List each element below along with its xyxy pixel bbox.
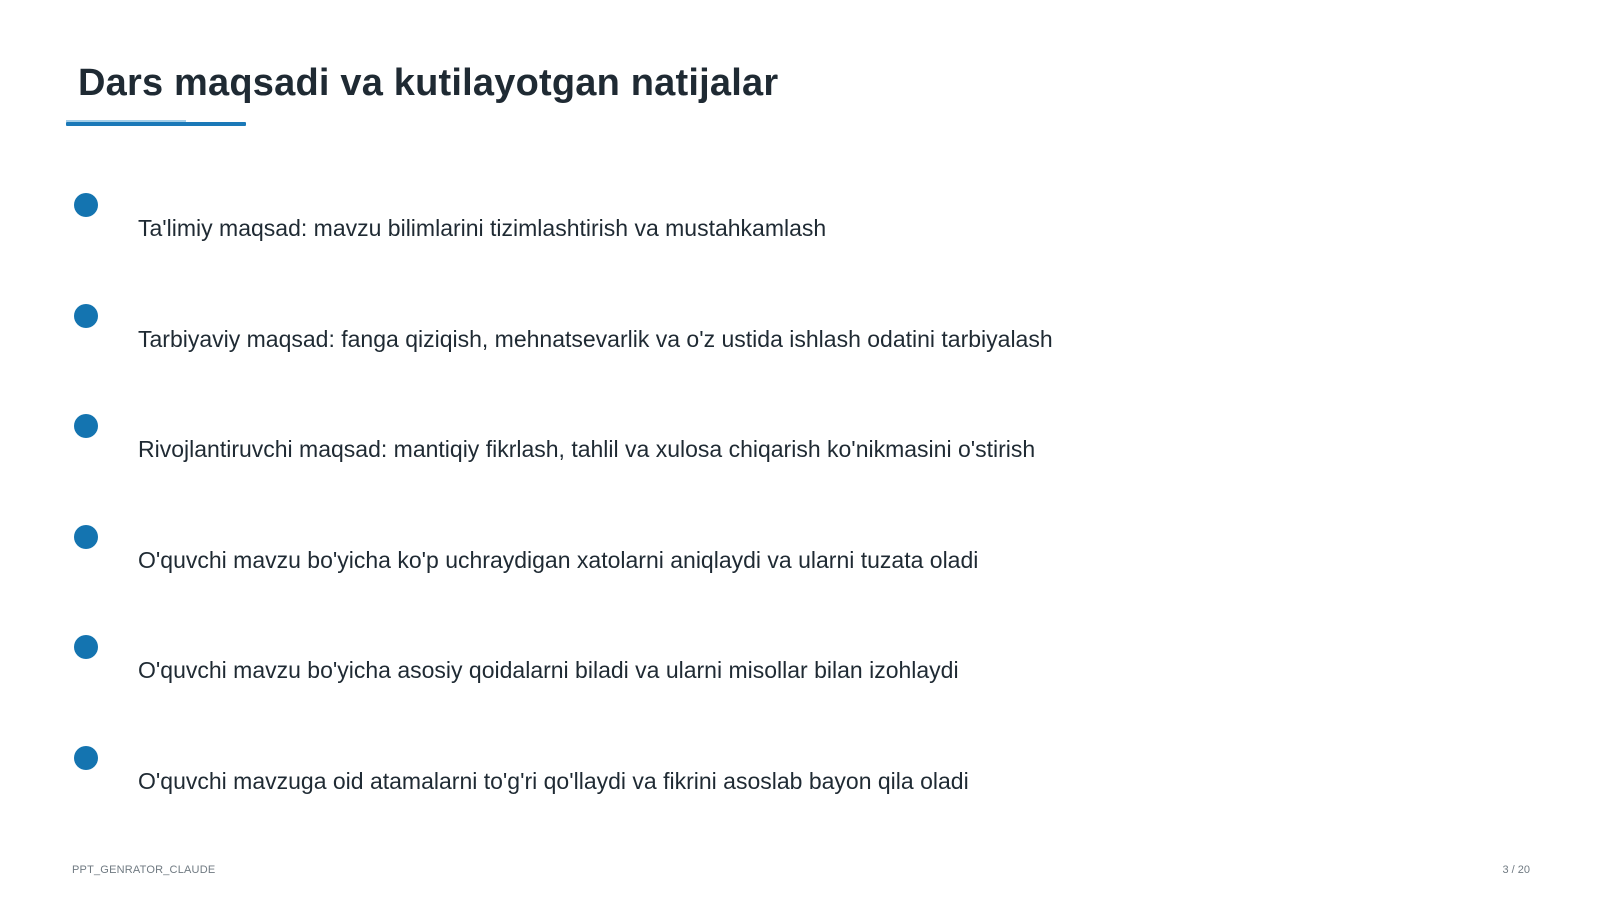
list-item: [0, 193, 1600, 273]
bullet-dot-icon: [74, 746, 98, 770]
bullet-dot-icon: [74, 525, 98, 549]
bullet-text: O'quvchi mavzu bo'yicha asosiy qoidalarni biladi va ularni misollar bilan izohlaydi: [138, 657, 959, 683]
bullet-dot-icon: [74, 193, 98, 217]
list-item: [0, 746, 1600, 826]
slide-title: Dars maqsadi va kutilayotgan natijalar: [78, 62, 779, 104]
page-indicator: 3 / 20: [1502, 864, 1530, 876]
list-item: [0, 304, 1600, 384]
bullet-dot-icon: [74, 414, 98, 438]
bullet-text: Rivojlantiruvchi maqsad: mantiqiy fikrlash, tahlil va xulosa chiqarish ko'nikmasini o'stirish: [138, 436, 1036, 462]
bullet-dot-icon: [74, 304, 98, 328]
list-item: [0, 635, 1600, 715]
bullet-text: O'quvchi mavzu bo'yicha ko'p uchraydigan xatolarni aniqlaydi va ularni tuzata oladi: [138, 547, 979, 573]
footer-label: PPT_GENRATOR_CLAUDE: [72, 864, 216, 876]
list-item: [0, 414, 1600, 494]
bullet-text: O'quvchi mavzuga oid atamalarni to'g'ri qo'llaydi va fikrini asoslab bayon qila oladi: [138, 768, 969, 794]
bullet-text: Tarbiyaviy maqsad: fanga qiziqish, mehnatsevarlik va o'z ustida ishlash odatini tarbiyalash: [138, 326, 1053, 352]
bullet-text: Ta'limiy maqsad: mavzu bilimlarini tizimlashtirish va mustahkamlash: [138, 215, 827, 241]
list-item: [0, 525, 1600, 605]
bullet-dot-icon: [74, 635, 98, 659]
